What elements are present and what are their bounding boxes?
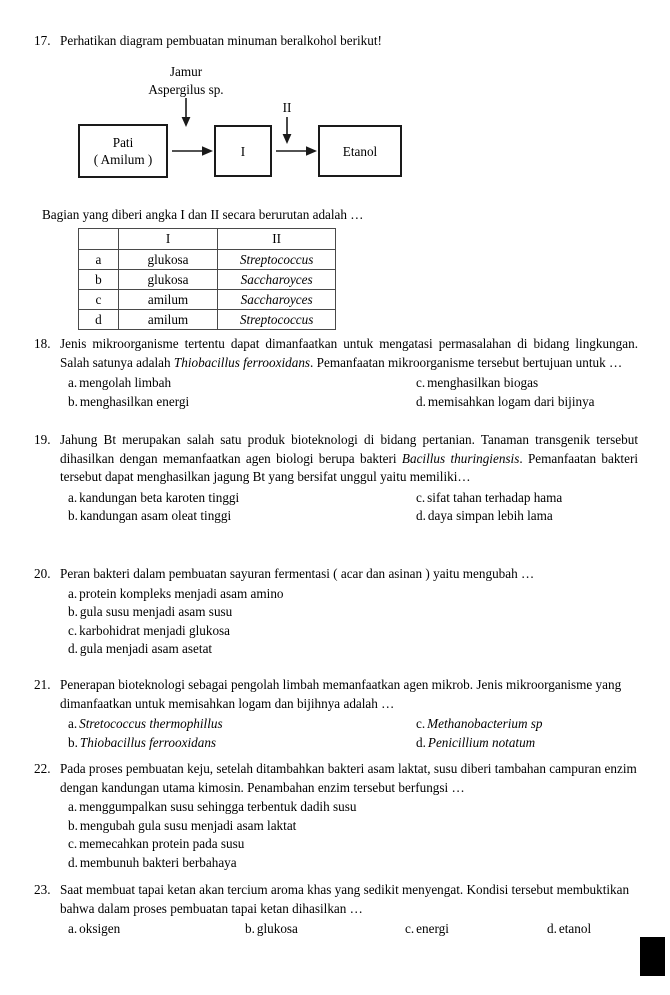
option-a-text: protein kompleks menjadi asam amino — [79, 585, 284, 601]
question-20-options — [60, 585, 638, 659]
option-c-text: energi — [416, 921, 449, 936]
table-row[interactable] — [79, 250, 336, 270]
option-c[interactable] — [68, 622, 638, 641]
table-row[interactable] — [79, 270, 336, 290]
question-19-options — [60, 489, 638, 529]
option-a-key: a. — [68, 921, 78, 936]
option-b[interactable] — [68, 817, 638, 836]
option-d-text: etanol — [558, 921, 592, 936]
table-cell-ii: Streptococcus — [218, 250, 336, 270]
page-registration-mark — [640, 937, 665, 976]
diagram-box-substrate-line1: Pati — [112, 135, 134, 150]
option-a-text: oksigen — [79, 921, 121, 936]
option-c[interactable] — [416, 489, 670, 508]
option-d[interactable] — [416, 507, 670, 526]
option-d[interactable] — [416, 393, 670, 412]
table-cell-i: glukosa — [118, 270, 218, 290]
answer-table-intro: Bagian yang diberi angka I dan II secara berurutan adalah … — [42, 207, 364, 222]
option-d[interactable] — [547, 920, 591, 939]
option-d-key: d. — [68, 641, 78, 656]
table-header-row — [79, 229, 336, 250]
option-d-key: d. — [416, 508, 426, 523]
option-d[interactable] — [68, 640, 638, 659]
question-20-number: 20. — [34, 566, 51, 581]
option-b-text: kandungan asam oleat tinggi — [79, 508, 232, 523]
option-a[interactable] — [68, 715, 398, 734]
option-b-key: b. — [245, 921, 255, 936]
option-b-text: Thiobacillus ferrooxidans — [79, 734, 217, 750]
option-b[interactable] — [68, 393, 398, 412]
question-18-stem — [60, 335, 638, 372]
option-b[interactable] — [68, 507, 398, 526]
option-c[interactable] — [416, 715, 670, 734]
question-19-stem-species: Bacillus thuringiensis — [401, 450, 520, 466]
diagram-box-ethanol-text: Etanol — [342, 143, 378, 159]
option-b-key: b. — [68, 734, 78, 750]
diagram-label-ii — [272, 99, 302, 117]
option-a-key: a. — [68, 799, 78, 814]
option-b[interactable] — [68, 603, 638, 622]
option-c-key: c. — [416, 489, 426, 505]
option-a-key: a. — [68, 716, 78, 731]
question-19-stem-part1: Jahung Bt merupakan salah satu produk bioteknologi di bidang pertanian. Tanaman transgenik tersebut dihasilkan dengan memanfaatkan agen biologi berupa bakteri — [60, 432, 638, 466]
option-a[interactable] — [68, 585, 638, 604]
question-18-stem-part2: . Pemanfaatan mikroorganisme tersebut bertujuan untuk … — [310, 354, 623, 370]
option-c-text: Methanobacterium sp — [427, 716, 543, 731]
table-cell-key: b — [79, 270, 119, 290]
diagram-box-substrate-line2: ( Amilum ) — [93, 152, 153, 167]
question-21-number: 21. — [34, 677, 51, 692]
option-a[interactable] — [68, 374, 398, 393]
option-c-key: c. — [416, 375, 426, 390]
option-a-key: a. — [68, 489, 78, 505]
option-c[interactable] — [405, 920, 449, 939]
option-a-text: mengolah limbah — [79, 375, 172, 390]
option-c-key: c. — [405, 921, 415, 936]
alcohol-production-diagram — [0, 0, 670, 200]
question-18-stem-species: Thiobacillus ferrooxidans — [173, 354, 311, 370]
option-b-key: b. — [68, 508, 78, 523]
table-row[interactable] — [79, 310, 336, 330]
question-18 — [34, 335, 638, 414]
question-19-stem — [60, 431, 638, 487]
option-b[interactable] — [245, 920, 298, 939]
option-b[interactable] — [68, 734, 398, 753]
question-23-options — [60, 920, 638, 939]
diagram-label-ii-text: II — [282, 100, 292, 115]
option-a-text: menggumpalkan susu sehingga terbentuk dadih susu — [79, 799, 357, 814]
table-cell-ii: Streptococcus — [218, 310, 336, 330]
question-18-options — [60, 374, 638, 414]
question-20-stem: Peran bakteri dalam pembuatan sayuran fermentasi ( acar dan asinan ) yaitu mengubah … — [60, 566, 535, 581]
table-cell-key: d — [79, 310, 119, 330]
diagram-box-i-text: I — [240, 143, 246, 159]
option-d-key: d. — [68, 854, 78, 870]
table-cell-key: c — [79, 290, 119, 310]
option-a-key: a. — [68, 375, 78, 390]
question-18-stem-part1: Jenis mikroorganisme tertentu dapat dimanfaatkan untuk mengatasi permasalahan di bidang lingkungan. Salah satunya adalah — [60, 336, 638, 370]
question-19-number: 19. — [34, 432, 51, 447]
table-header-i: I — [118, 229, 218, 250]
table-cell-ii: Saccharoyces — [218, 270, 336, 290]
answer-options-table — [78, 228, 336, 330]
option-d[interactable] — [68, 854, 638, 873]
question-23-stem: Saat membuat tapai ketan akan tercium aroma khas yang sedikit menyengat. Kondisi tersebut membuktikan bahwa dalam proses pembuatan tapai ketan dihasilkan … — [60, 882, 630, 916]
option-b-key: b. — [68, 817, 78, 833]
option-d-key: d. — [416, 734, 426, 750]
diagram-box-substrate — [78, 124, 168, 178]
option-c-key: c. — [68, 622, 78, 638]
option-d[interactable] — [416, 734, 670, 753]
question-21-options — [60, 715, 638, 755]
option-c[interactable] — [416, 374, 670, 393]
option-b-text: glukosa — [256, 921, 298, 936]
question-17-number: 17. — [34, 33, 51, 48]
option-d-key: d. — [547, 921, 557, 936]
question-19-stem-part2: . Pemanfaatan bakteri tersebut dapat menghasilkan jagung Bt yang bersifat unggul yaitu memiliki… — [60, 450, 638, 484]
table-cell-i: amilum — [118, 310, 218, 330]
table-row[interactable] — [79, 290, 336, 310]
option-b-text: mengubah gula susu menjadi asam laktat — [79, 817, 297, 833]
option-a[interactable] — [68, 798, 638, 817]
table-cell-i: amilum — [118, 290, 218, 310]
question-20 — [34, 565, 638, 659]
option-c-text: sifat tahan terhadap hama — [427, 489, 563, 505]
diagram-box-i — [214, 125, 272, 177]
question-21-stem: Penerapan bioteknologi sebagai pengolah limbah memanfaatkan agen mikrob. Jenis mikroorganisme yang dimanfaatkan untuk memisahkan logam dan bijihnya adalah … — [60, 677, 622, 711]
option-d-text: gula menjadi asam asetat — [79, 641, 213, 656]
option-d-text: memisahkan logam dari bijinya — [427, 393, 595, 409]
option-c-key: c. — [416, 716, 426, 731]
option-d-text: Penicillium notatum — [427, 734, 536, 750]
question-22-options — [60, 798, 638, 872]
option-c-text: menghasilkan biogas — [427, 375, 539, 390]
question-19 — [34, 431, 638, 529]
question-23-number: 23. — [34, 882, 51, 897]
option-c-text: memecahkan protein pada susu — [79, 836, 245, 851]
option-a[interactable] — [68, 489, 398, 508]
question-17-stem: Perhatikan diagram pembuatan minuman beralkohol berikut! — [60, 33, 382, 48]
option-a-text: Stretococcus thermophillus — [79, 716, 223, 731]
question-22-stem: Pada proses pembuatan keju, setelah ditambahkan bakteri asam laktat, susu diberi tambahan campuran enzim dengan kandungan utama kimosin. Penambahan enzim tersebut berfungsi … — [60, 761, 637, 795]
option-c-key: c. — [68, 836, 78, 851]
table-header-ii: II — [218, 229, 336, 250]
diagram-fungus-label — [116, 63, 256, 98]
question-21 — [34, 676, 638, 755]
diagram-box-ethanol — [318, 125, 402, 177]
option-b-text: gula susu menjadi asam susu — [79, 604, 233, 619]
diagram-fungus-line1: Jamur — [169, 64, 203, 79]
question-22-number: 22. — [34, 761, 51, 776]
diagram-arrow-i-to-ethanol — [276, 141, 318, 161]
option-b-key: b. — [68, 393, 78, 409]
diagram-arrow-substrate-to-i — [172, 141, 214, 161]
question-22 — [34, 760, 638, 872]
diagram-arrow-fungus-down — [176, 98, 196, 128]
option-d-key: d. — [416, 393, 426, 409]
option-a[interactable] — [68, 920, 120, 939]
option-d-text: membunuh bakteri berbahaya — [79, 854, 237, 870]
diagram-fungus-line2: Aspergilus sp. — [148, 81, 224, 97]
table-cell-ii: Saccharoyces — [218, 290, 336, 310]
option-a-key: a. — [68, 585, 78, 601]
option-a-text: kandungan beta karoten tinggi — [79, 489, 240, 505]
option-b-key: b. — [68, 604, 78, 619]
option-c[interactable] — [68, 835, 638, 854]
table-cell-i: glukosa — [118, 250, 218, 270]
question-18-number: 18. — [34, 336, 51, 351]
option-c-text: karbohidrat menjadi glukosa — [79, 622, 231, 638]
table-header-blank — [79, 229, 119, 250]
option-d-text: daya simpan lebih lama — [427, 508, 553, 523]
table-cell-key: a — [79, 250, 119, 270]
option-b-text: menghasilkan energi — [79, 393, 190, 409]
question-23 — [34, 881, 638, 939]
